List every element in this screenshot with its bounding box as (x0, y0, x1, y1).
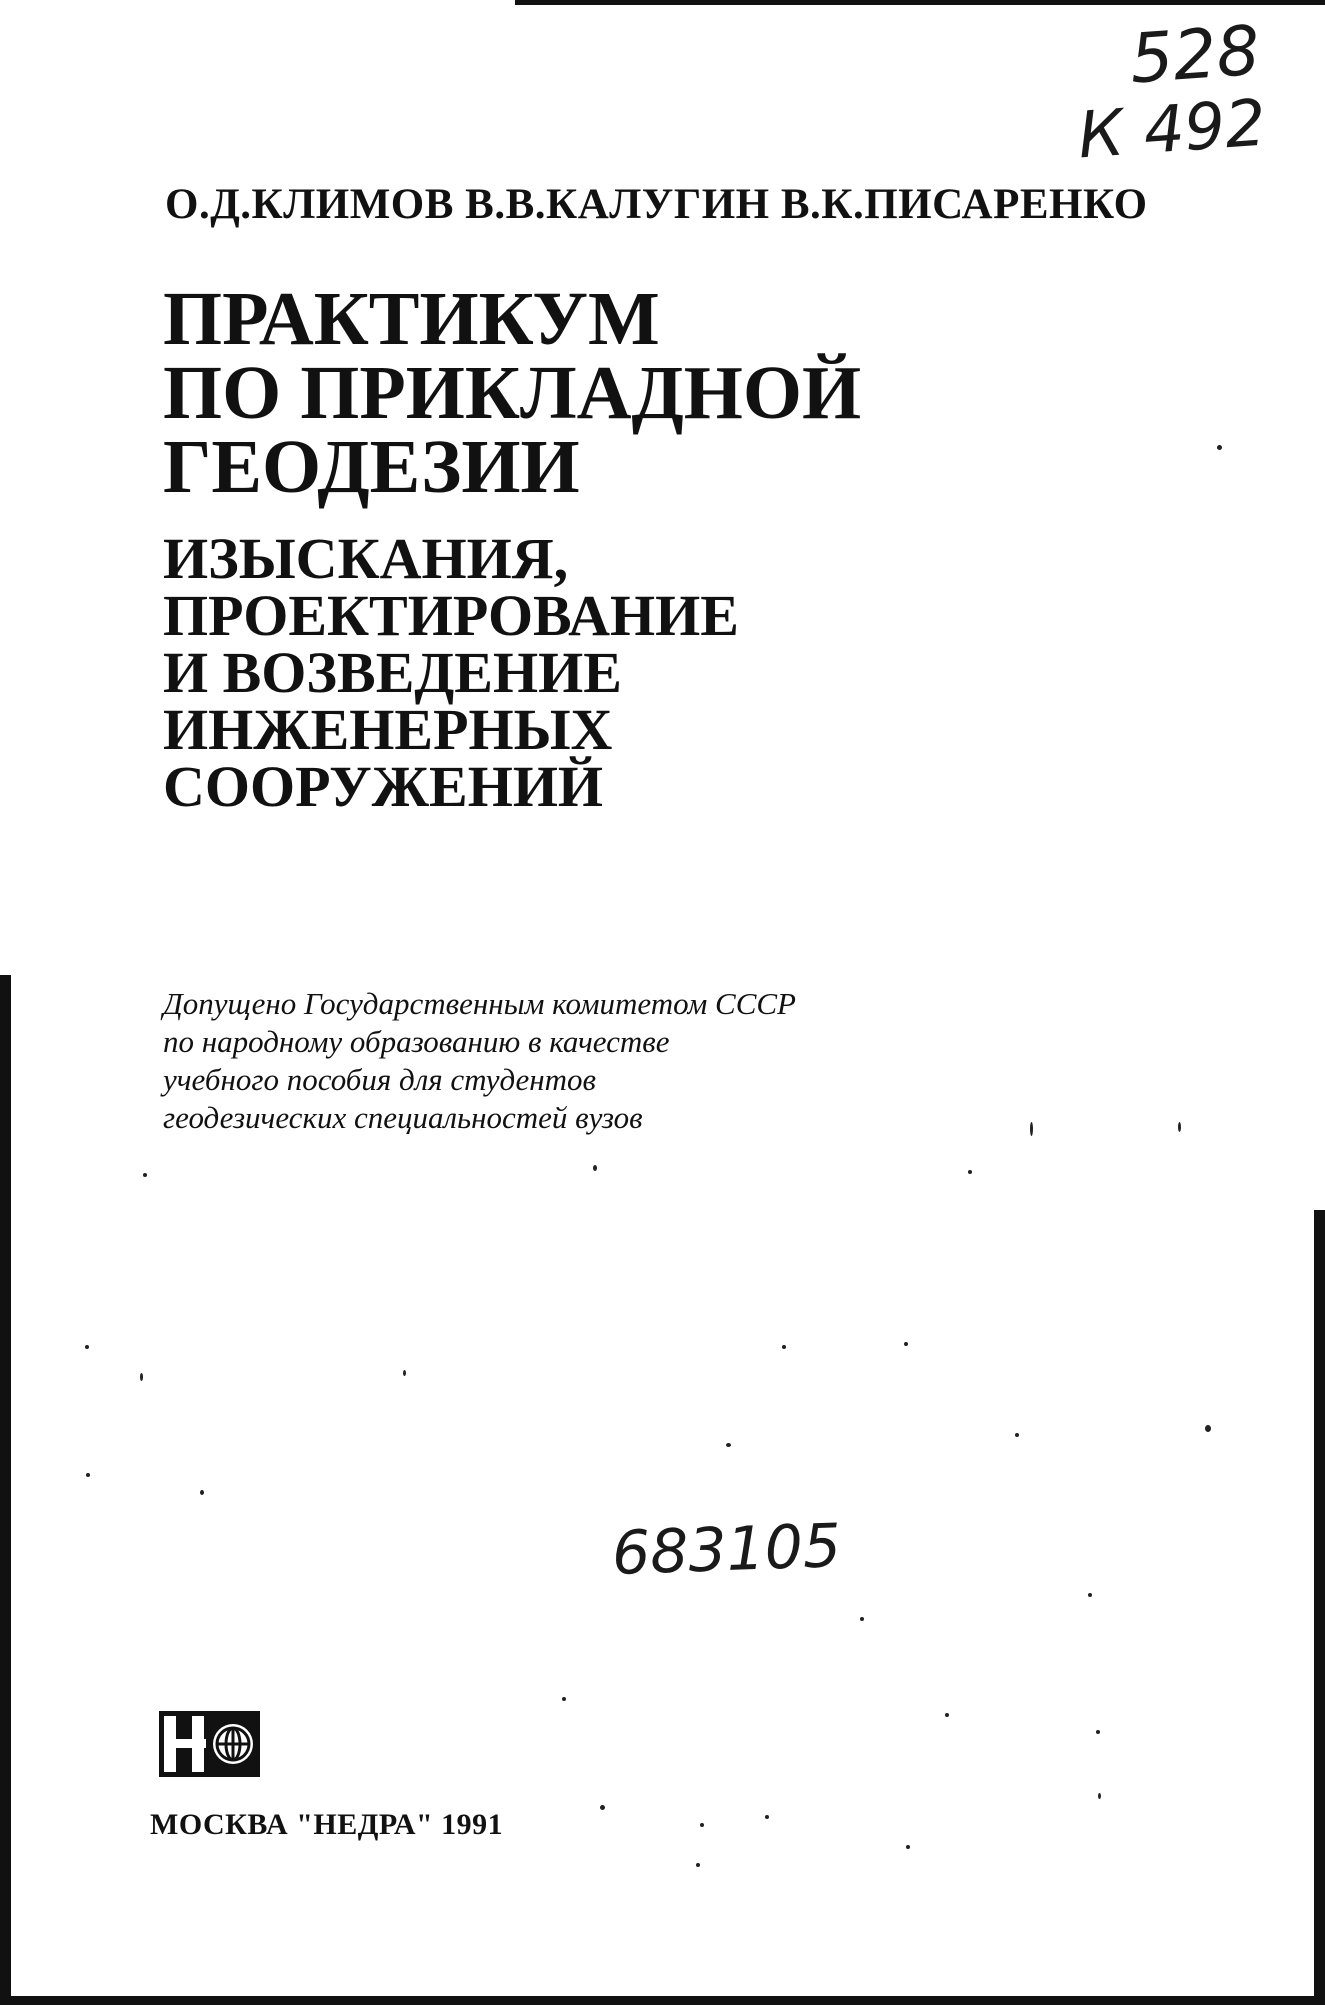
approval-line: учебного пособия для студентов (163, 1062, 596, 1097)
subtitle-line: ИНЖЕНЕРНЫХ (163, 697, 613, 762)
scan-speck (765, 1815, 769, 1819)
authors: О.Д.КЛИМОВ В.В.КАЛУГИН В.К.ПИСАРЕНКО (165, 181, 1148, 228)
subtitle-line: ИЗЫСКАНИЯ, (163, 526, 569, 591)
shelf-mark-number: 528 (1127, 11, 1263, 100)
scan-speck (1178, 1122, 1181, 1132)
scan-speck (696, 1863, 700, 1867)
scan-speck (904, 1342, 908, 1346)
scan-speck (403, 1370, 406, 1376)
scan-speck (782, 1345, 786, 1349)
scan-border-top (515, 0, 1325, 5)
scan-speck (140, 1373, 143, 1381)
title-line: ГЕОДЕЗИИ (163, 425, 580, 509)
approval-note (163, 985, 796, 1137)
scan-speck (945, 1713, 949, 1717)
approval-line: Допущено Государственным комитетом СССР (163, 986, 796, 1021)
scan-speck (1096, 1730, 1100, 1734)
scan-speck (726, 1443, 731, 1447)
scan-speck (86, 1473, 90, 1477)
title-line: ПРАКТИКУМ (163, 277, 660, 361)
approval-line: геодезических специальностей вузов (163, 1100, 643, 1135)
scan-speck (1088, 1593, 1092, 1597)
publisher-logo-icon (158, 1710, 261, 1778)
scan-speck (143, 1173, 147, 1177)
scan-speck (1217, 445, 1222, 450)
inventory-number: 683105 (610, 1511, 843, 1589)
scan-speck (600, 1805, 605, 1810)
scan-speck (85, 1345, 89, 1349)
scan-speck (562, 1697, 566, 1701)
scan-speck (1205, 1425, 1211, 1432)
publisher-imprint: МОСКВА "НЕДРА" 1991 (150, 1808, 504, 1841)
scan-speck (1098, 1793, 1101, 1799)
scan-border-bottom (0, 1996, 1325, 2005)
scan-speck (860, 1617, 864, 1621)
scan-speck (593, 1165, 597, 1171)
book-subtitle (163, 526, 739, 819)
shelf-mark-code: К 492 (1075, 86, 1269, 174)
title-line: ПО ПРИКЛАДНОЙ (163, 351, 862, 435)
scan-border-left (0, 975, 11, 2005)
scan-speck (1030, 1122, 1033, 1136)
scan-speck (700, 1823, 704, 1827)
approval-line: по народному образованию в качестве (163, 1024, 670, 1059)
subtitle-line: ПРОЕКТИРОВАНИЕ (163, 583, 739, 648)
scan-speck (906, 1845, 910, 1849)
subtitle-line: СООРУЖЕНИЙ (163, 754, 604, 819)
scan-border-right (1314, 1210, 1325, 2005)
scan-speck (1015, 1433, 1019, 1437)
scan-speck (200, 1490, 204, 1495)
scan-speck (968, 1170, 972, 1174)
book-title (163, 277, 862, 509)
subtitle-line: И ВОЗВЕДЕНИЕ (163, 640, 622, 705)
